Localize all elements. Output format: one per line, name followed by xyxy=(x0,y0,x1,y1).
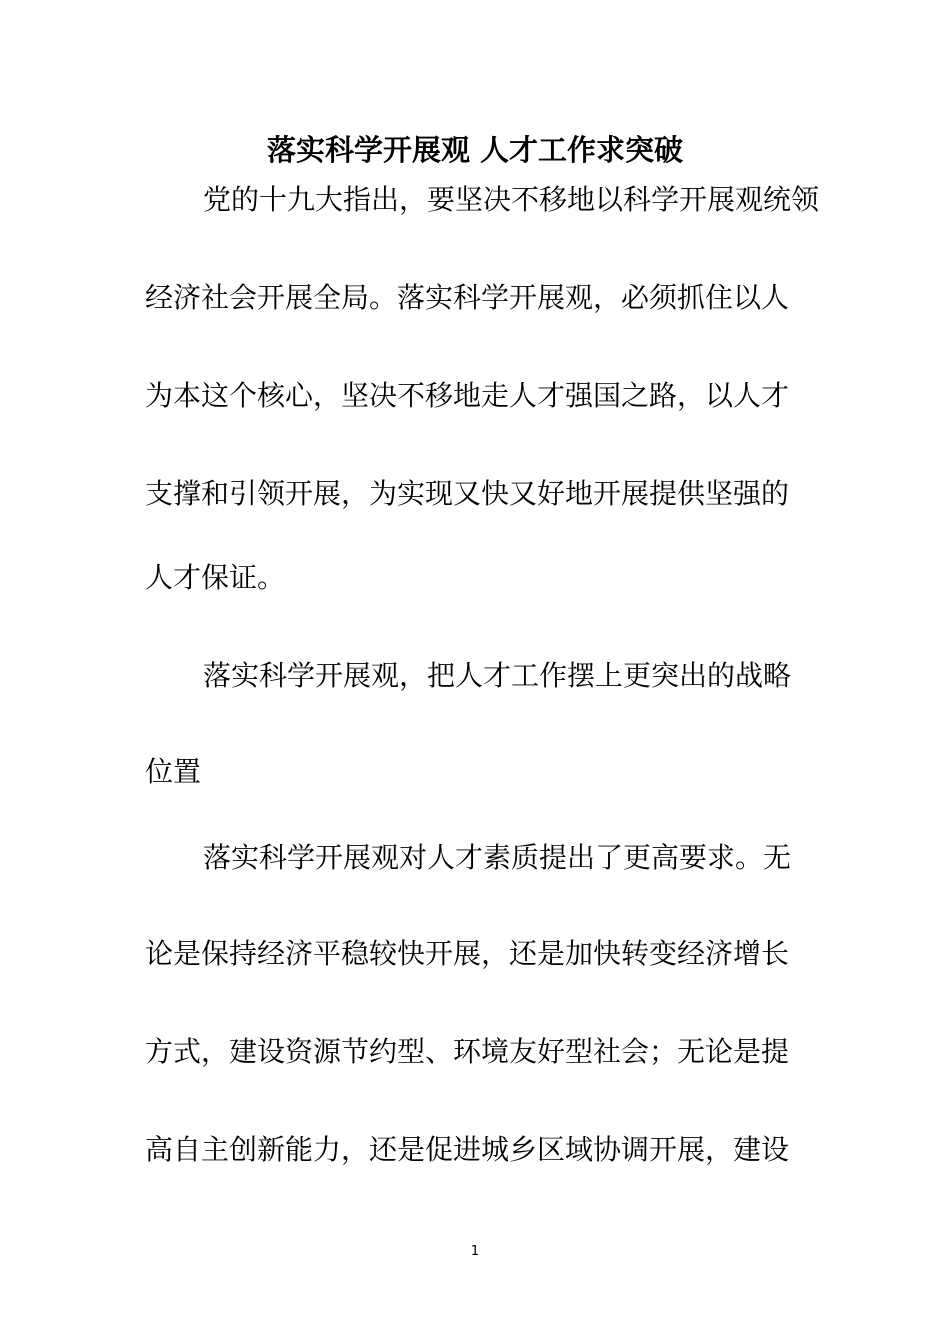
document-title: 落实科学开展观 人才工作求突破 xyxy=(266,133,684,167)
paragraph-line: 支撑和引领开展，为实现又快又好地开展提供坚强的 xyxy=(145,477,790,510)
paragraph-line: 论是保持经济平稳较快开展，还是加快转变经济增长 xyxy=(145,937,790,970)
paragraph-line: 落实科学开展观对人才素质提出了更高要求。无 xyxy=(203,841,792,874)
paragraph-line: 人才保证。 xyxy=(145,561,286,594)
paragraph-line: 高自主创新能力，还是促进城乡区域协调开展，建设 xyxy=(145,1133,790,1166)
paragraph-line: 党的十九大指出，要坚决不移地以科学开展观统领 xyxy=(203,183,820,216)
paragraph-line: 为本这个核心，坚决不移地走人才强国之路，以人才 xyxy=(145,379,790,412)
section-heading-line: 落实科学开展观，把人才工作摆上更突出的战略 xyxy=(203,659,792,692)
page-number: 1 xyxy=(470,1244,480,1259)
paragraph-line: 方式，建设资源节约型、环境友好型社会；无论是提 xyxy=(145,1035,790,1068)
section-heading-line: 位置 xyxy=(145,755,202,788)
paragraph-line: 经济社会开展全局。落实科学开展观，必须抓住以人 xyxy=(145,281,790,314)
